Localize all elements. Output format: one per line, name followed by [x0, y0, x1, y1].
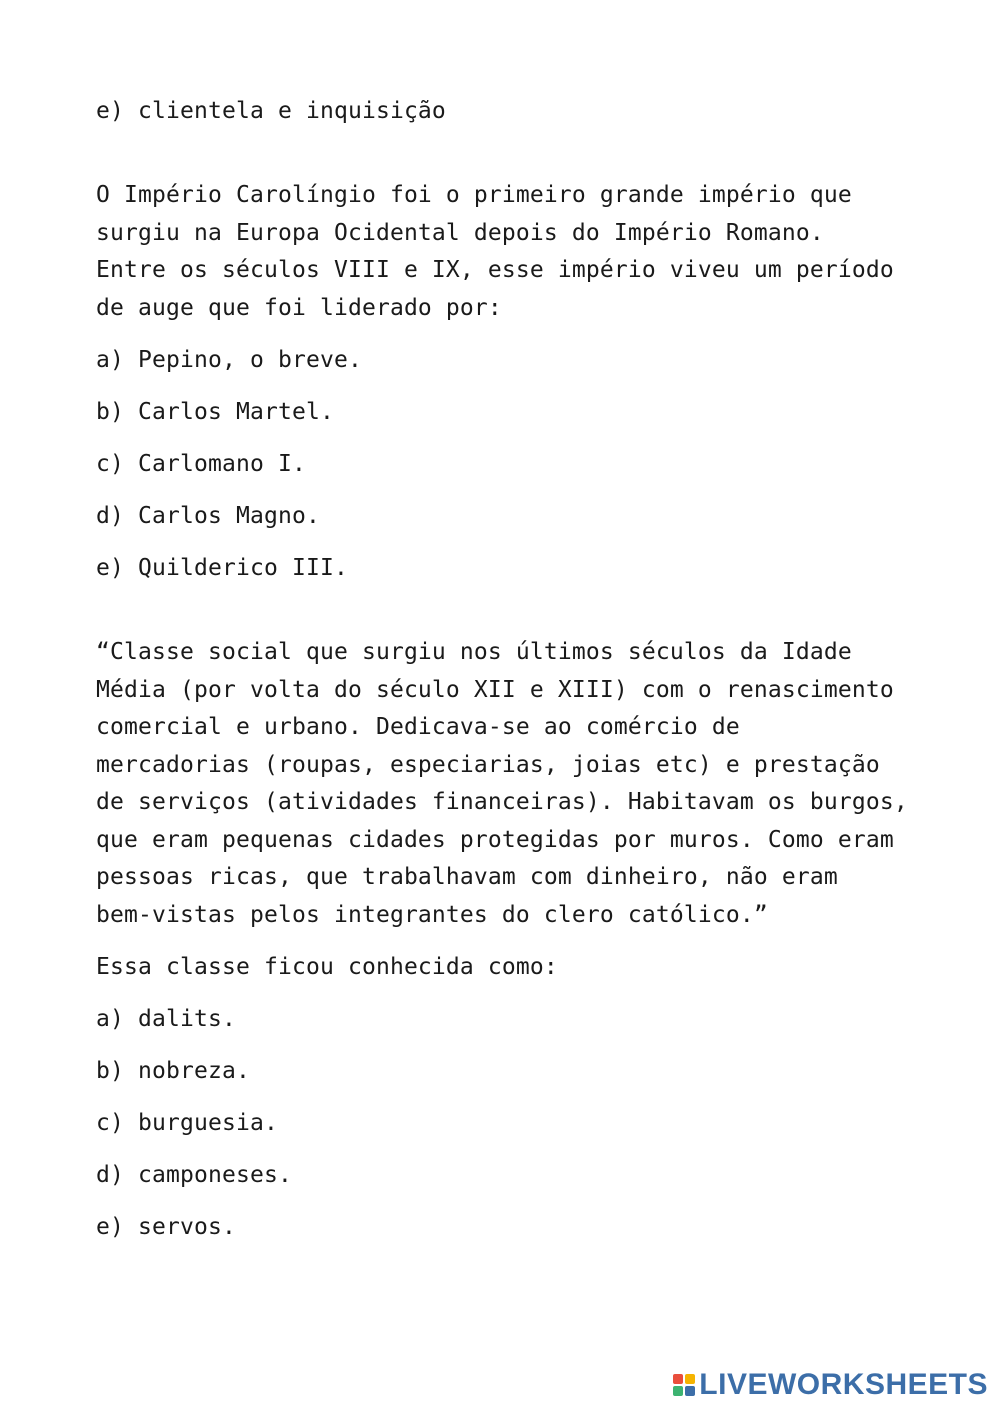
quote-line: mercadorias (roupas, especiarias, joias etc) e prestação	[96, 751, 880, 778]
answer-option-e[interactable]: e) Quilderico III.	[96, 555, 348, 581]
answer-option-c[interactable]: c) Carlomano I.	[96, 451, 306, 477]
liveworksheets-logo	[673, 1368, 988, 1402]
answer-option-d[interactable]: d) Carlos Magno.	[96, 503, 320, 529]
quote-line: de serviços (atividades financeiras). Habitavam os burgos,	[96, 789, 908, 815]
question-stem-line: Entre os séculos VIII e IX, esse império viveu um período	[96, 257, 894, 283]
quote-line: Média (por volta do século XII e XIII) com o renascimento	[96, 676, 894, 703]
liveworksheets-logo-icon	[673, 1374, 695, 1396]
quote-line: pessoas ricas, que trabalhavam com dinheiro, não eram	[96, 864, 838, 890]
question-bourgeoisie-quote	[96, 634, 908, 934]
answer-option-e[interactable]: e) servos.	[96, 1214, 236, 1240]
logo-square-yellow	[685, 1374, 695, 1384]
question-prompt: Essa classe ficou conhecida como:	[96, 954, 558, 980]
question-carolingian	[96, 177, 894, 327]
question-stem-line: surgiu na Europa Ocidental depois do Império Romano.	[96, 219, 824, 246]
answer-option-b[interactable]: b) Carlos Martel.	[96, 399, 334, 425]
logo-square-red	[673, 1374, 683, 1384]
quote-line: “Classe social que surgiu nos últimos séculos da Idade	[96, 639, 852, 665]
answer-option-b[interactable]: b) nobreza.	[96, 1058, 250, 1084]
answer-option-a[interactable]: a) dalits.	[96, 1006, 236, 1032]
logo-square-green	[673, 1386, 683, 1396]
prev-question-option-e: e) clientela e inquisição	[96, 98, 446, 124]
logo-square-blue	[685, 1386, 695, 1396]
question-stem-line: O Império Carolíngio foi o primeiro grande império que	[96, 182, 852, 208]
logo-text: LIVEWORKSHEETS	[699, 1368, 988, 1401]
quote-line: comercial e urbano. Dedicava-se ao comércio de	[96, 714, 740, 740]
quote-line: bem-vistas pelos integrantes do clero católico.”	[96, 901, 768, 928]
question-stem-line: de auge que foi liderado por:	[96, 294, 502, 321]
quote-line: que eram pequenas cidades protegidas por muros. Como eram	[96, 826, 894, 853]
answer-option-d[interactable]: d) camponeses.	[96, 1162, 292, 1188]
answer-option-a[interactable]: a) Pepino, o breve.	[96, 347, 362, 373]
answer-option-c[interactable]: c) burguesia.	[96, 1110, 278, 1136]
